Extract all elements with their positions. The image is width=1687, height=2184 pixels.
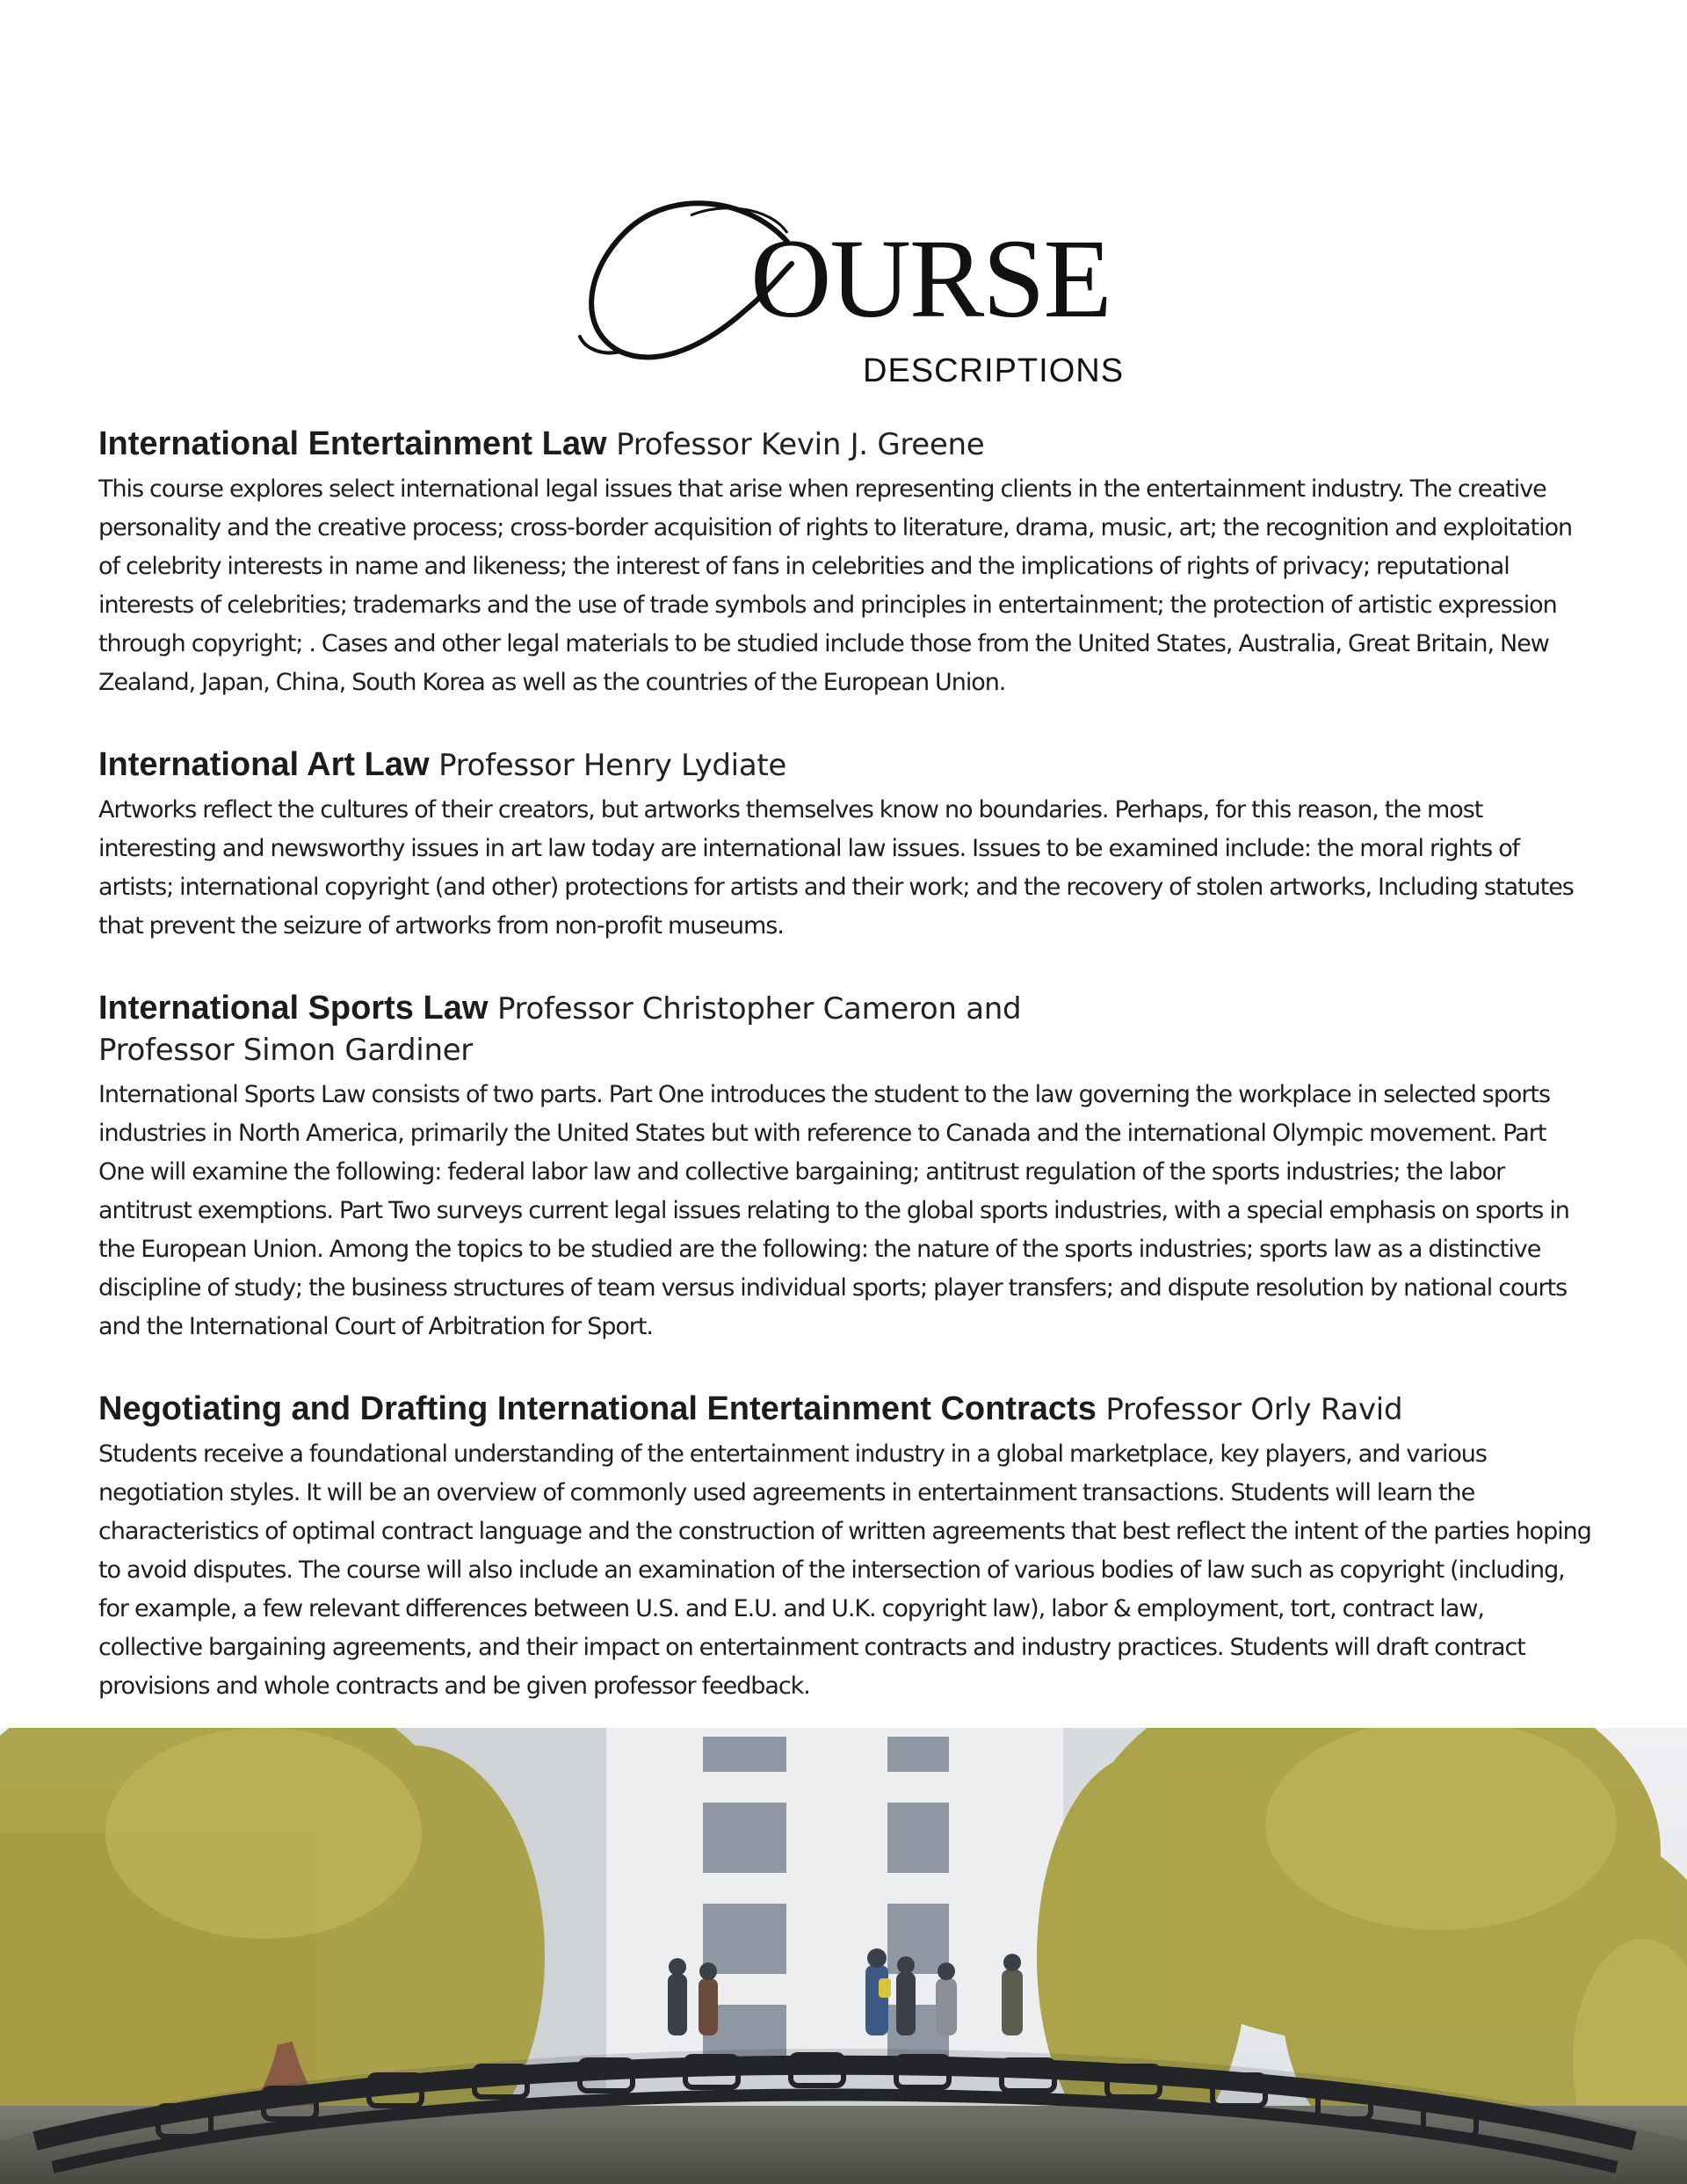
subtitle: DESCRIPTIONS bbox=[863, 352, 1125, 389]
course-list bbox=[98, 424, 1592, 1748]
course-entry bbox=[98, 744, 1592, 946]
course-title: International Art Law bbox=[98, 746, 430, 783]
course-title-logo bbox=[573, 171, 1135, 389]
course-title: International Sports Law bbox=[98, 990, 489, 1027]
course-description: International Sports Law consists of two parts. Part One introduces the student to the law governing the workplace in selected sports industries in North America, primarily the United States but with reference to Canada and the international Olympic movement. Part One will examine the following: federal labor law and collective bargaining; antitrust regulation of the sports industries; the labor antitrust exemptions. Part Two surveys current legal issues relating to the global sports industries, with a special emphasis on sports in the European Union. Among the topics to be studied are the following: the nature of the sports industries; sports law as a distinctive discipline of study; the business structures of team versus individual sports; player transfers; and dispute resolution by national courts and the International Court of Arbitration for Sport. bbox=[98, 1081, 1569, 1340]
course-heading bbox=[98, 744, 1592, 786]
course-entry bbox=[98, 1389, 1592, 1706]
course-description: Artworks reflect the cultures of their creators, but artworks themselves know no boundaries. Perhaps, for this reason, the most interesting and newsworthy issues in art law today are international law issues. Issues to be examined include: the moral rights of artists; international copyright (and other) protections for artists and their work; and the recovery of stolen artworks, Including statutes that prevent the seizure of artworks from non-profit museums. bbox=[98, 796, 1574, 940]
page-header bbox=[0, 132, 1687, 389]
course-title: Negotiating and Drafting International Entertainment Contracts bbox=[98, 1390, 1097, 1427]
canal-bridge-illustration bbox=[0, 1728, 1687, 2184]
course-description: This course explores select international legal issues that arise when representing clients in the entertainment industry. The creative personality and the creative process; cross-border acquisition of rights to literature, drama, music, art; the recognition and exploitation of celebrity interests in name and likeness; the interest of fans in celebrities and the implications of rights of privacy; reputational interests of celebrities; trademarks and the use of trade symbols and principles in entertainment; the protection of artistic expression through copyright; . Cases and other legal materials to be studied include those from the United States, Australia, Great Britain, New Zealand, Japan, China, South Korea as well as the countries of the European Union. bbox=[98, 475, 1573, 696]
course-professor: Professor Orly Ravid bbox=[1105, 1392, 1403, 1427]
course-entry bbox=[98, 424, 1592, 702]
course-heading bbox=[98, 424, 1592, 465]
course-professor-line-2: Professor Simon Gardiner bbox=[98, 1033, 473, 1068]
course-heading bbox=[98, 1389, 1592, 1430]
course-description: Students receive a foundational understanding of the entertainment industry in a global marketplace, key players, and various negotiation styles. It will be an overview of commonly used agreements in entertainment transactions. Students will learn the characteristics of optimal contract language and the construction of written agreements that best reflect the intent of the parties hoping to avoid disputes. The course will also include an examination of the intersection of various bodies of law such as copyright (including, for example, a few relevant differences between U.S. and E.U. and U.K. copyright law), labor & employment, tort, contract law, collective bargaining agreements, and their impact on entertainment contracts and industry practices. Students will draft contract provisions and whole contracts and be given professor feedback. bbox=[98, 1440, 1591, 1700]
canal-bridge-photo bbox=[0, 1728, 1687, 2184]
course-heading bbox=[98, 988, 1592, 1070]
course-professor: Professor Kevin J. Greene bbox=[616, 427, 985, 462]
title-word: OURSE bbox=[750, 216, 1111, 341]
course-professor: Professor Henry Lydiate bbox=[438, 748, 787, 783]
course-entry bbox=[98, 988, 1592, 1346]
course-title: International Entertainment Law bbox=[98, 425, 607, 462]
course-professor: Professor Christopher Cameron and bbox=[496, 991, 1022, 1027]
